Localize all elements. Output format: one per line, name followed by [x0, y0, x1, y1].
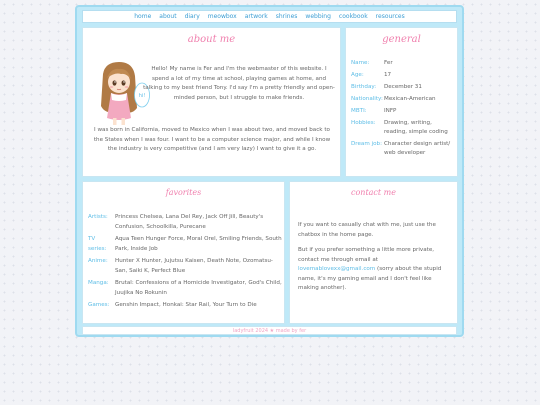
contact-text-after: (sorry about the stupid name, it's my gaming email and I don't feel like making another). — [298, 266, 442, 291]
info-row — [351, 107, 455, 116]
nav-artwork[interactable]: artwork — [244, 13, 268, 20]
favorite-key: TV series: — [88, 236, 107, 252]
info-row — [351, 83, 455, 92]
general-title: general — [382, 34, 421, 45]
favorite-row — [88, 213, 282, 232]
favorite-value: Princess Chelsea, Lana Del Rey, Jack Off Jill, Beauty's Confusion, Schoolkilla, Purecane — [115, 214, 264, 230]
nav-webbing[interactable]: webbing — [305, 13, 331, 20]
contact-title: contact me — [351, 188, 396, 197]
nav-shrines[interactable]: shrines — [275, 13, 298, 20]
info-row — [351, 71, 455, 80]
about-panel — [82, 27, 341, 177]
contact-body — [298, 221, 453, 300]
email-link[interactable]: lovemablovexx@gmail.com — [298, 266, 376, 272]
info-value: Mexican-American — [384, 96, 436, 102]
favorite-value: Aqua Teen Hunger Force, Moral Orel, Smiling Friends, South Park, Inside Job — [115, 236, 282, 252]
favorite-value: Brutal: Confessions of a Homicide Investigator, God's Child, Juujika No Rokunin — [115, 280, 282, 296]
favorites-title: favorites — [165, 188, 202, 197]
info-value: INFP — [384, 108, 397, 114]
info-key: Name: — [351, 60, 370, 66]
favorite-row — [88, 257, 282, 276]
favorites-list — [88, 213, 282, 314]
info-key: Hobbies: — [351, 120, 376, 126]
info-value: Fer — [384, 60, 393, 66]
about-paragraph-2: I was born in California, moved to Mexico when I was about two, and moved back to the States when I was four. I want to be a computer science major, and while I know the industry is very competitive (and I am very lazy) I want to give it a go. — [93, 127, 331, 152]
favorite-row — [88, 235, 282, 254]
nav-resources[interactable]: resources — [375, 13, 405, 20]
contact-text-before: But if you prefer something a little more private, contact me through email at — [298, 247, 435, 263]
contact-paragraph-1: If you want to casually chat with me, just use the chatbox in the home page. — [298, 222, 436, 238]
favorite-key: Manga: — [88, 280, 109, 286]
about-paragraph-1: Hello! My name is Fer and I'm the webmaster of this website. I spend a lot of my time at school, playing games at home, and talking to my best friend Tony. I'd say I'm a pretty friendly and open-minded person, but I struggle to make friends. — [143, 66, 335, 101]
info-row — [351, 95, 455, 104]
info-key: MBTI: — [351, 108, 367, 114]
info-value: 17 — [384, 72, 392, 78]
favorite-row — [88, 279, 282, 298]
info-value: December 31 — [384, 84, 422, 90]
about-title: about me — [187, 34, 236, 45]
favorite-key: Games: — [88, 302, 110, 308]
nav-diary[interactable]: diary — [184, 13, 200, 20]
info-key: Dream job: — [351, 141, 382, 147]
info-row — [351, 59, 455, 68]
favorite-key: Artists: — [88, 214, 108, 220]
general-info-list — [351, 59, 455, 161]
nav-home[interactable]: home — [134, 13, 152, 20]
favorite-value: Hunter X Hunter, Jujutsu Kaisen, Death Note, Ozomatsu-San, Saiki K, Perfect Blue — [115, 258, 273, 274]
info-value: Character design artist/ web developer — [384, 141, 451, 156]
info-key: Birthday: — [351, 84, 377, 90]
nav-about[interactable]: about — [159, 13, 177, 20]
favorite-row — [88, 301, 282, 311]
general-panel — [345, 27, 458, 177]
info-row — [351, 119, 455, 137]
contact-panel — [289, 181, 458, 324]
site-frame — [75, 5, 464, 337]
info-row — [351, 140, 455, 158]
nav-cookbook[interactable]: cookbook — [338, 13, 368, 20]
info-key: Age: — [351, 72, 364, 78]
favorites-panel — [82, 181, 285, 324]
favorite-key: Anime: — [88, 258, 108, 264]
favorite-value: Genshin Impact, Honkai: Star Rail, Your Turn to Die — [115, 302, 257, 308]
top-nav — [82, 10, 457, 23]
speech-bubble-text: hi! — [138, 93, 146, 99]
info-value: Drawing, writing, reading, simple coding — [384, 120, 448, 135]
contact-paragraph-2 — [298, 246, 453, 294]
info-key: Nationality: — [351, 96, 383, 102]
nav-meowbox[interactable]: meowbox — [207, 13, 237, 20]
footer: ladyfruit 2024 ★ made by fer — [82, 326, 457, 335]
